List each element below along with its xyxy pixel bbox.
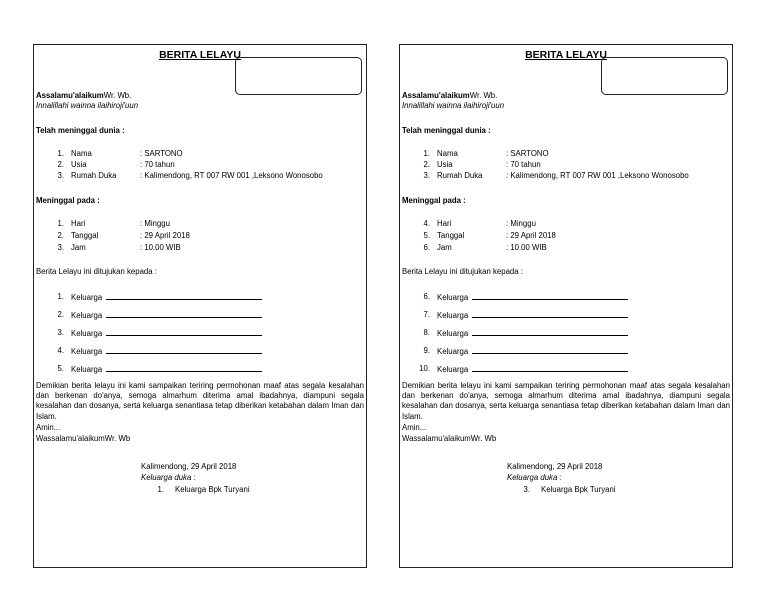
row-number: 5.	[423, 231, 430, 240]
row-value: : 70 tahun	[140, 160, 175, 169]
fill-in-line	[472, 310, 628, 318]
row-value: : 29 April 2018	[140, 231, 190, 240]
row-number: 5.	[57, 364, 64, 373]
row-label: Jam	[437, 243, 452, 252]
row-label: Keluarga	[437, 365, 469, 374]
when-heading: Meninggal pada :	[402, 196, 466, 205]
addressed-heading: Berita Lelayu ini ditujukan kepada :	[36, 267, 157, 276]
mourning-number: 3.	[523, 485, 530, 494]
row-number: 1.	[57, 219, 64, 228]
row-label: Keluarga	[71, 311, 103, 320]
row-label: Tanggal	[437, 231, 465, 240]
row-label: Rumah Duka	[71, 171, 117, 180]
row-value: : 70 tahun	[506, 160, 541, 169]
obituary-card-right	[399, 44, 733, 568]
row-number: 4.	[423, 219, 430, 228]
farewell-bold: Wassalamu'alaikum	[402, 434, 471, 443]
row-number: 3.	[57, 243, 64, 252]
innalillahi-text: Innalillahi wainna ilaihiroji'uun	[36, 101, 139, 110]
farewell	[36, 434, 130, 444]
fill-in-line	[472, 364, 628, 372]
row-number: 2.	[57, 310, 64, 319]
greeting	[402, 91, 497, 101]
row-label: Hari	[71, 219, 86, 228]
row-number: 2.	[57, 231, 64, 240]
recipient-entry	[71, 310, 262, 321]
row-value: : 29 April 2018	[506, 231, 556, 240]
row-label: Hari	[437, 219, 452, 228]
recipient-entry	[437, 364, 628, 375]
row-number: 9.	[423, 346, 430, 355]
row-number: 1.	[57, 149, 64, 158]
row-value: : 10.00 WIB	[140, 243, 181, 252]
row-number: 3.	[57, 171, 64, 180]
innalillahi-text: Innalillahi wainna ilaihiroji'uun	[402, 101, 505, 110]
row-number: 3.	[57, 328, 64, 337]
stamp-box	[235, 57, 362, 95]
stamp-box	[601, 57, 728, 95]
row-label: Tanggal	[71, 231, 99, 240]
when-heading: Meninggal pada :	[36, 196, 100, 205]
fill-in-line	[472, 346, 628, 354]
recipient-entry	[437, 328, 628, 339]
closing-paragraph: Demikian berita lelayu ini kami sampaikan teriring permohonan maaf atas segala kesalahan dan berkenan do'anya, semoga almarhum diterima amal ibadahnya, diampuni segala kesalahan dan dosanya, serta keluarga senantiasa tetap diberikan ketabahan dalam Iman dan Islam.	[402, 381, 730, 421]
farewell	[402, 434, 496, 444]
mourning-number: 1.	[157, 485, 164, 494]
farewell-rest: Wr. Wb	[470, 434, 497, 443]
fill-in-line	[472, 328, 628, 336]
recipient-entry	[71, 292, 262, 303]
mourning-name: Keluarga Bpk Turyani	[541, 485, 616, 494]
row-number: 4.	[57, 346, 64, 355]
row-number: 8.	[423, 328, 430, 337]
row-number: 3.	[423, 171, 430, 180]
greeting-bold: Assalamu'alaikum	[36, 91, 104, 100]
row-value: : SARTONO	[506, 149, 549, 158]
row-label: Keluarga	[71, 329, 103, 338]
mourning-label: Keluarga duka :	[141, 473, 196, 482]
row-label: Keluarga	[71, 293, 103, 302]
greeting-rest: Wr. Wb.	[103, 91, 132, 100]
row-number: 10.	[419, 364, 430, 373]
row-label: Jam	[71, 243, 86, 252]
row-number: 1.	[423, 149, 430, 158]
recipient-entry	[71, 364, 262, 375]
obituary-card-left	[33, 44, 367, 568]
recipient-entry	[437, 292, 628, 303]
died-heading: Telah meninggal dunia :	[36, 126, 125, 135]
fill-in-line	[472, 292, 628, 300]
row-label: Keluarga	[437, 347, 469, 356]
row-label: Rumah Duka	[437, 171, 483, 180]
recipient-entry	[437, 310, 628, 321]
row-label: Keluarga	[437, 329, 469, 338]
greeting-bold: Assalamu'alaikum	[402, 91, 470, 100]
row-number: 6.	[423, 243, 430, 252]
row-number: 1.	[57, 292, 64, 301]
farewell-bold: Wassalamu'alaikum	[36, 434, 105, 443]
greeting	[36, 91, 131, 101]
row-label: Keluarga	[71, 365, 103, 374]
mourning-label: Keluarga duka :	[507, 473, 562, 482]
row-value: : 10.00 WIB	[506, 243, 547, 252]
row-value: : Minggu	[140, 219, 170, 228]
fill-in-line	[106, 346, 262, 354]
card-title: BERITA LELAYU	[525, 49, 607, 61]
died-heading: Telah meninggal dunia :	[402, 126, 491, 135]
mourning-name: Keluarga Bpk Turyani	[175, 485, 250, 494]
place-date: Kalimendong, 29 April 2018	[141, 462, 237, 471]
amin-text: Amin...	[36, 423, 61, 432]
row-label: Nama	[437, 149, 458, 158]
row-value: : Kalimendong, RT 007 RW 001 ,Leksono Wonosobo	[506, 171, 689, 180]
row-value: : SARTONO	[140, 149, 183, 158]
row-label: Nama	[71, 149, 92, 158]
fill-in-line	[106, 310, 262, 318]
row-label: Usia	[437, 160, 453, 169]
farewell-rest: Wr. Wb	[104, 434, 131, 443]
row-number: 6.	[423, 292, 430, 301]
recipient-entry	[437, 346, 628, 357]
greeting-rest: Wr. Wb.	[469, 91, 498, 100]
closing-paragraph: Demikian berita lelayu ini kami sampaikan teriring permohonan maaf atas segala kesalahan dan berkenan do'anya, semoga almarhum diterima amal ibadahnya, diampuni segala kesalahan dan dosanya, serta keluarga senantiasa tetap diberikan ketabahan dalam Iman dan Islam.	[36, 381, 364, 421]
recipient-entry	[71, 346, 262, 357]
row-label: Keluarga	[71, 347, 103, 356]
row-number: 2.	[423, 160, 430, 169]
fill-in-line	[106, 292, 262, 300]
row-number: 2.	[57, 160, 64, 169]
card-title: BERITA LELAYU	[159, 49, 241, 61]
fill-in-line	[106, 364, 262, 372]
recipient-entry	[71, 328, 262, 339]
row-value: : Kalimendong, RT 007 RW 001 ,Leksono Wonosobo	[140, 171, 323, 180]
row-value: : Minggu	[506, 219, 536, 228]
place-date: Kalimendong, 29 April 2018	[507, 462, 603, 471]
row-label: Keluarga	[437, 293, 469, 302]
row-number: 7.	[423, 310, 430, 319]
row-label: Usia	[71, 160, 87, 169]
row-label: Keluarga	[437, 311, 469, 320]
fill-in-line	[106, 328, 262, 336]
amin-text: Amin...	[402, 423, 427, 432]
addressed-heading: Berita Lelayu ini ditujukan kepada :	[402, 267, 523, 276]
